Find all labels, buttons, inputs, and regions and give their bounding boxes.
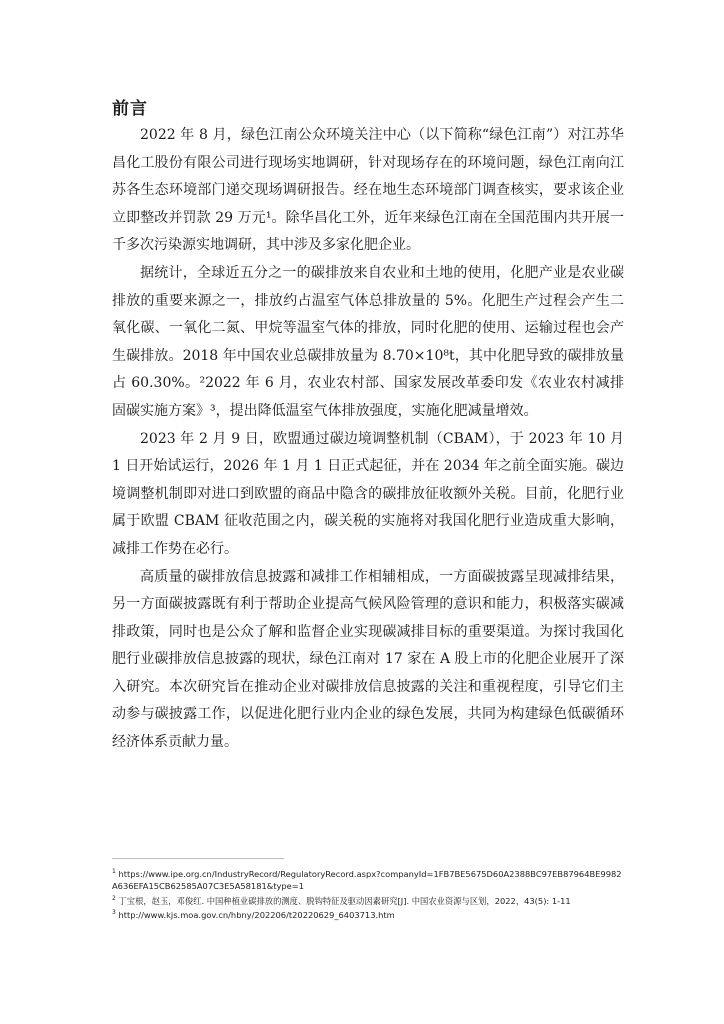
footnote-number: 2 [112, 894, 116, 902]
body-text [112, 122, 624, 757]
footnote-1 [112, 866, 624, 893]
footnote-number: 1 [112, 868, 116, 875]
paragraph-1: 2022 年 8 月，绿色江南公众环境关注中心（以下简称“绿色江南”）对江苏华昌化工股份有限公司进行现场实地调研，针对现场存在的环境问题，绿色江南向江苏各生态环境部门递交现场调研报告。经在地生态环境部门调查核实，要求该企业立即整改并罚款 29 万元¹。除华昌化工外，近年来绿色江南在全国范围内共开展一千多次污染源实地调研，其中涉及多家化肥企业。 [112, 127, 624, 254]
footnote-text[interactable]: https://www.ipe.org.cn/IndustryRecord/RegulatoryRecord.aspx?companyId=1FB7BE5675D60A2388BC97EB87964BE9982A636EFA15CB62585A07C3E5A58181&type=1 [112, 868, 622, 892]
footnote-3 [112, 907, 624, 921]
paragraph-3: 2023 年 2 月 9 日，欧盟通过碳边境调整机制（CBAM），于 2023 年 10 月 1 日开始试运行，2026 年 1 月 1 日正式起征，并在 2034 年之前全面实施。碳边境调整机制即对进口到欧盟的商品中隐含的碳排放征收额外关税。目前，化肥行业属于欧盟 CBAM 征收范围之内，碳关税的实施将对我国化肥行业造成重大影响，减排工作势在必行。 [112, 430, 624, 557]
paragraph-2: 据统计，全球近五分之一的碳排放来自农业和土地的使用，化肥产业是农业碳排放的重要来源之一，排放约占温室气体总排放量的 5%。化肥生产过程会产生二氧化碳、一氧化二氮、甲烷等温室气体的排放，同时化肥的使用、运输过程也会产生碳排放。2018 年中国农业总碳排放量为 8.70×10⁸t，其中化肥导致的碳排放量占 60.30%。²2022 年 6 月，农业农村部、国家发展改革委印发《农业农村减排固碳实施方案》³，提出降低温室气体排放强度，实施化肥减量增效。 [112, 264, 624, 419]
paragraph-4: 高质量的碳排放信息披露和减排工作相辅相成，一方面碳披露呈现减排结果，另一方面碳披露既有利于帮助企业提高气候风险管理的意识和能力，积极落实碳减排政策，同时也是公众了解和监督企业实现碳减排目标的重要渠道。为探讨我国化肥行业碳排放信息披露的现状，绿色江南对 17 家在 A 股上市的化肥企业展开了深入研究。本次研究旨在推动企业对碳排放信息披露的关注和重视程度，引导它们主动参与碳披露工作，以促进化肥行业内企业的绿色发展，共同为构建绿色低碳循环经济体系贡献力量。 [112, 568, 624, 751]
footnote-separator [112, 858, 284, 859]
footnotes [112, 866, 624, 921]
footnote-text[interactable]: http://www.kjs.moa.gov.cn/hbny/202206/t20220629_6403713.htm [118, 909, 395, 920]
footnote-number: 3 [112, 909, 116, 917]
footnote-text: 丁宝根，赵玉，邓俊红. 中国种植业碳排放的测度、脱钩特征及驱动因素研究[J]. 中国农业资源与区划，2022，43(5): 1-11 [118, 895, 571, 906]
footnote-2 [112, 893, 624, 907]
section-heading: 前言 [112, 99, 148, 119]
